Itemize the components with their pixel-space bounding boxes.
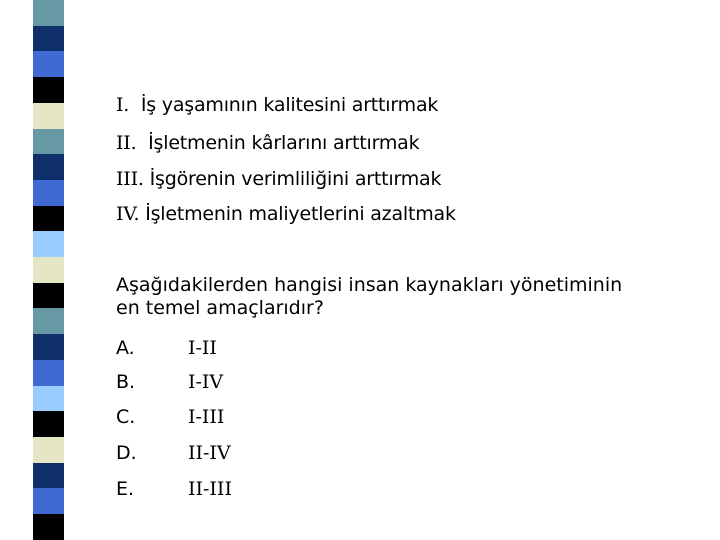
stripe-segment [33, 129, 64, 155]
option-c-value: I-III [188, 406, 225, 428]
option-e-letter: E. [116, 478, 135, 500]
stripe-segment [33, 334, 64, 360]
stripe-segment [33, 206, 64, 232]
option-c-letter: C. [116, 406, 136, 428]
statement-numeral: I. [116, 94, 130, 116]
statement-text: İşgörenin verimliliğini arttırmak [149, 168, 442, 190]
stripe-segment [33, 51, 64, 77]
stripe-segment [33, 411, 64, 437]
stripe-segment [33, 77, 64, 103]
stripe-segment [33, 386, 64, 412]
statement-2 [116, 131, 419, 155]
stripe-segment [33, 463, 64, 489]
statement-numeral: II. [116, 132, 137, 154]
stripe-segment [33, 514, 64, 540]
option-b-letter: B. [116, 371, 136, 393]
statement-text: İş yaşamının kalitesini arttırmak [140, 94, 439, 116]
stripe-segment [33, 437, 64, 463]
stripe-segment [33, 283, 64, 309]
decorative-stripe [33, 0, 64, 540]
statement-1 [116, 93, 438, 117]
option-d-letter: D. [116, 442, 137, 464]
stripe-segment [33, 180, 64, 206]
stripe-segment [33, 360, 64, 386]
statement-text: İşletmenin kârlarını arttırmak [148, 132, 420, 154]
option-d-value: II-IV [188, 442, 231, 464]
statement-4 [116, 202, 456, 226]
stripe-segment [33, 231, 64, 257]
option-b-value: I-IV [188, 371, 224, 393]
statement-numeral: III. [116, 168, 144, 190]
stripe-segment [33, 257, 64, 283]
option-e-value: II-III [188, 478, 232, 500]
statement-numeral: IV. [116, 203, 140, 225]
stripe-segment [33, 154, 64, 180]
stripe-segment [33, 103, 64, 129]
option-a-value: I-II [188, 337, 217, 359]
statement-text: İşletmenin maliyetlerini azaltmak [145, 203, 456, 225]
stripe-segment [33, 308, 64, 334]
stripe-segment [33, 0, 64, 26]
statement-3 [116, 167, 441, 191]
option-a-letter: A. [116, 337, 135, 359]
stripe-segment [33, 26, 64, 52]
stripe-segment [33, 488, 64, 514]
question-text: Aşağıdakilerden hangisi insan kaynakları yönetiminin en temel amaçlarıdır? [116, 274, 623, 319]
